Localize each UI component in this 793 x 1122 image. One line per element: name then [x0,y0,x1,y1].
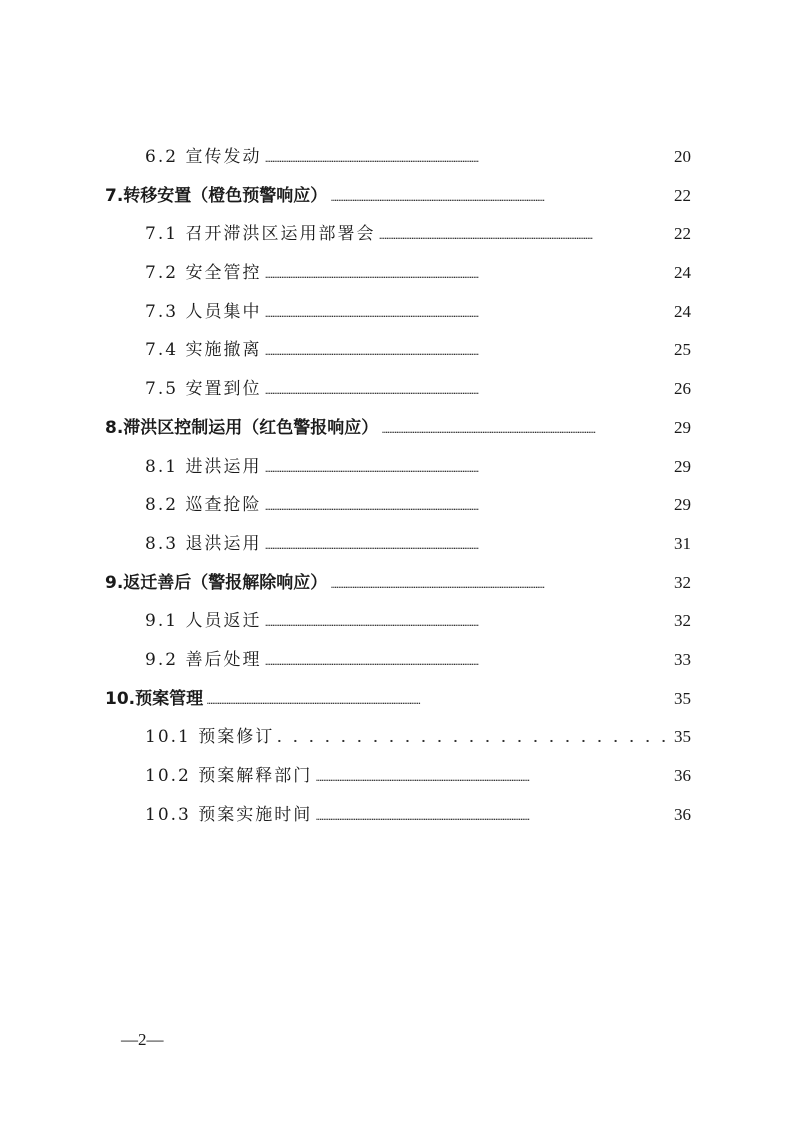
toc-entry[interactable] [105,718,691,757]
toc-entry-label: 8.3 退洪运用 [145,533,262,554]
toc-entry-label: 7.3 人员集中 [145,301,262,322]
toc-entry-page: 22 [674,185,691,205]
toc-entry[interactable] [105,525,691,564]
toc-entry[interactable] [105,215,691,254]
toc-entry-page: 33 [674,649,691,669]
dot-leader [264,333,671,372]
toc-entry-label: 8.1 进洪运用 [145,456,262,477]
toc-entry-label: 9.1 人员返迁 [145,611,262,632]
toc-entry[interactable] [105,564,691,603]
toc-entry-page: 36 [674,804,691,824]
dot-leader [315,759,671,798]
toc-entry-page: 24 [674,301,691,321]
toc-entry[interactable] [105,680,691,719]
toc-entry[interactable] [105,486,691,525]
toc-entry[interactable] [105,796,691,835]
dot-leader [264,140,671,179]
toc-entry-page: 32 [674,611,691,631]
toc-entry[interactable] [105,254,691,293]
toc-entry-page: 25 [674,340,691,360]
toc-entry-page: 35 [674,688,691,708]
toc-entry-label: 9.2 善后处理 [145,649,262,670]
toc-entry[interactable] [105,177,691,216]
toc-entry-label: 7.4 实施撤离 [145,340,262,361]
toc-entry-page: 32 [674,572,691,592]
dot-leader [381,411,671,450]
toc-entry-label: 9.返迁善后（警报解除响应） [105,572,328,593]
toc-entry-label: 7.1 召开滞洪区运用部署会 [145,224,376,245]
toc-entry-page: 35 [674,727,691,747]
dot-leader [378,217,671,256]
toc-entry-label: 7.转移安置（橙色预警响应） [105,185,328,206]
toc-entry-page: 29 [674,417,691,437]
toc-entry[interactable] [105,641,691,680]
toc-entry-label: 8.2 巡查抢险 [145,495,262,516]
dot-leader [315,798,671,837]
toc-entry-page: 26 [674,379,691,399]
dot-leader [277,720,671,759]
toc-entry[interactable] [105,757,691,796]
dot-leader [264,295,671,334]
toc-entry[interactable] [105,409,691,448]
dot-leader [206,682,671,721]
dot-leader [330,179,671,218]
toc-entry-label: 10.预案管理 [105,688,204,709]
page-number: —2— [121,1030,164,1049]
toc-entry[interactable] [105,138,691,177]
dot-leader [264,643,671,682]
toc-entry-page: 22 [674,224,691,244]
toc-entry-page: 36 [674,766,691,785]
toc-entry-label: 10.1 预案修订 [145,727,275,748]
toc-entry[interactable] [105,448,691,487]
table-of-contents [105,138,691,834]
dot-leader [264,488,671,527]
toc-entry-page: 24 [674,263,691,283]
dot-leader [264,372,671,411]
toc-entry-page: 20 [674,147,691,166]
dot-leader [264,604,671,643]
dot-leader [264,256,671,295]
toc-entry-label: 6.2 宣传发动 [145,147,262,167]
toc-entry-label: 10.3 预案实施时间 [145,804,313,825]
toc-entry[interactable] [105,331,691,370]
toc-entry-label: 7.5 安置到位 [145,379,262,400]
toc-entry[interactable] [105,602,691,641]
dot-leader [330,566,671,605]
toc-entry-label: 7.2 安全管控 [145,263,262,284]
toc-entry-label: 10.2 预案解释部门 [145,766,313,786]
toc-entry-page: 29 [674,495,691,515]
toc-entry-page: 29 [674,456,691,476]
dot-leader [264,450,671,489]
dot-leader [264,527,671,566]
toc-entry-page: 31 [674,533,691,553]
toc-entry[interactable] [105,293,691,332]
toc-entry[interactable] [105,370,691,409]
toc-entry-label: 8.滞洪区控制运用（红色警报响应） [105,417,379,438]
